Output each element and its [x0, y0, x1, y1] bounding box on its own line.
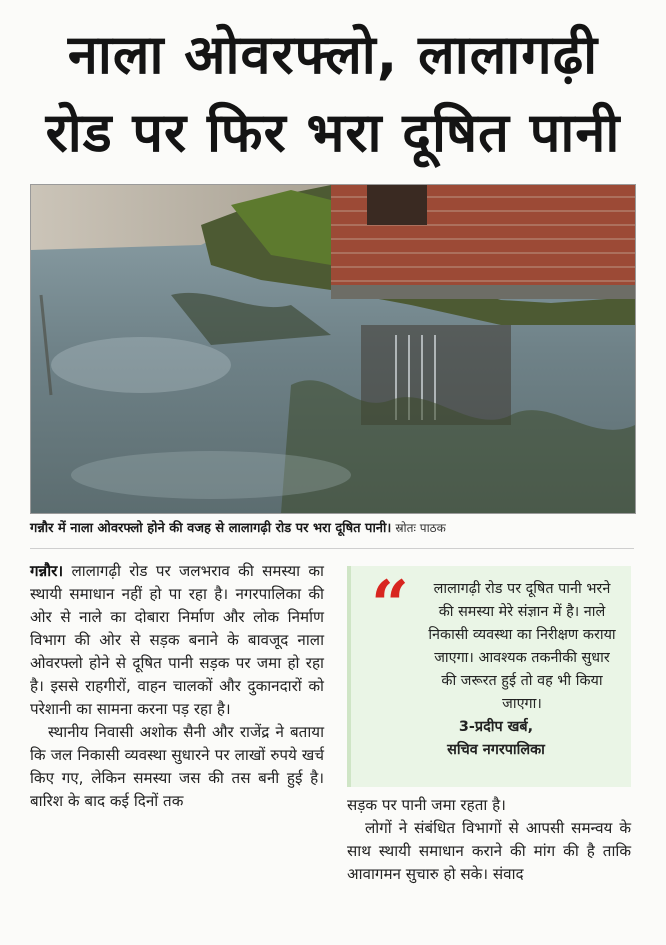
quote-mark-icon: “ [371, 566, 409, 644]
photo-source: स्रोतः पाठक [395, 521, 446, 535]
quote-attribution-title: सचिव नगरपालिका [447, 742, 545, 758]
article-column-left [30, 560, 324, 813]
article-paragraph-3 [347, 817, 631, 886]
quote-box [347, 566, 631, 787]
article-paragraph-2 [30, 721, 324, 813]
headline-line-2: रोड पर फिर भरा दूषित पानी [45, 101, 621, 164]
caption-text: गन्नौर में नाला ओवरफ्लो होने की वजह से लालागढ़ी रोड पर भरा दूषित पानी। [30, 521, 392, 536]
article-paragraph-2-cont: सड़क पर पानी जमा रहता है। [347, 796, 506, 814]
divider [30, 548, 634, 549]
paragraph-2-text: स्थानीय निवासी अशोक सैनी और राजेंद्र ने बताया कि जल निकासी व्यवस्था सुधारने पर लाखों रुपये खर्च किए गए, लेकिन समस्या जस की तस बनी हुई है। बारिश के बाद कई दिनों तक [30, 723, 324, 810]
article-paragraph-1 [30, 560, 324, 721]
article-column-right [347, 794, 631, 886]
photo-caption [30, 518, 634, 544]
paragraph-3-text: लोगों ने संबंधित विभागों से आपसी समन्वय के साथ स्थायी समाधान कराने की मांग की है ताकि आवागमन सुचारु हो सके। [347, 819, 631, 883]
dateline: गन्नौर। [30, 562, 64, 580]
paragraph-1-text: लालागढ़ी रोड पर जलभराव की समस्या का स्थायी समाधान नहीं हो पा रहा है। नगरपालिका की ओर से नाले का दोबारा निर्माण और लोक निर्माण विभाग की ओर से सड़क बनाने के बावजूद नाला ओवरफ्लो होने से दूषित पानी सड़क पर जमा हो रहा है। इससे राहगीरों, वाहन चालकों और दुकानदारों को परेशानी का सामना करना पड़ रहा है। [30, 562, 324, 718]
signoff: संवाद [492, 865, 524, 883]
flooded-road-illustration [31, 185, 635, 513]
quote-text-block [373, 578, 619, 762]
headline-line-1: नाला ओवरफ्लो, लालागढ़ी [67, 23, 599, 86]
news-photo [30, 184, 636, 514]
quote-attribution-name: 3-प्रदीप खर्ब, [458, 719, 534, 735]
quote-text: लालागढ़ी रोड पर दूषित पानी भरने की समस्या मेरे संज्ञान में है। नाले निकासी व्यवस्था का निरीक्षण कराया जाएगा। आवश्यक तकनीकी सुधार की जरूरत हुई तो वह भी किया जाएगा। [428, 581, 616, 712]
